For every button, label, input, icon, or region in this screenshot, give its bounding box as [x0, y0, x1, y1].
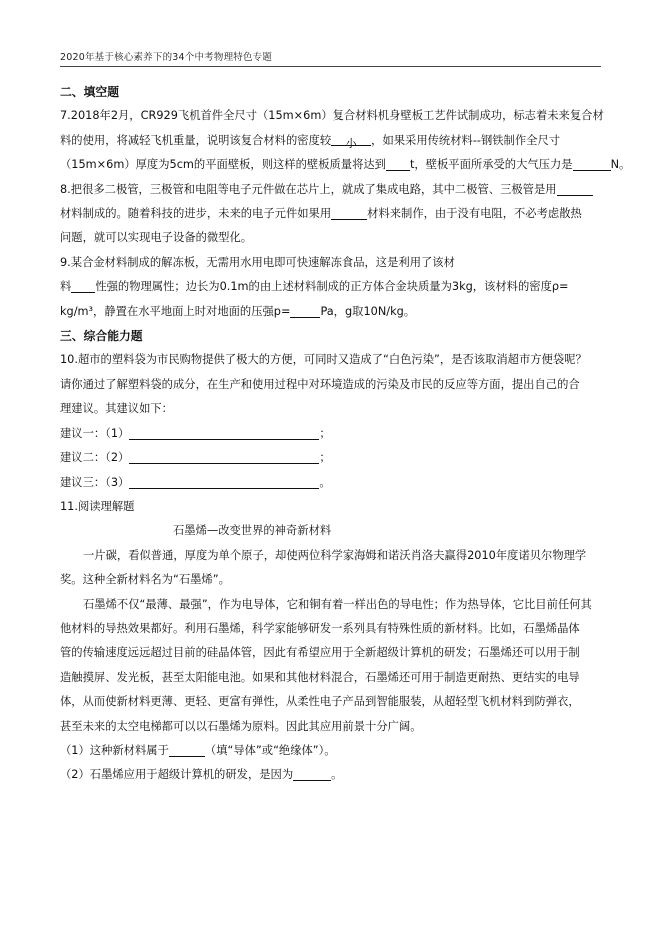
q7-answer-blank-1	[331, 132, 371, 150]
q11-subquestion-1	[60, 739, 603, 763]
article-p2-line-4: 造触摸屏、发光板，甚至太阳能电池。如果和其他材料混合，石墨烯还可用于制造更耐热、更结实的电导	[60, 670, 580, 684]
subquestion-text: （2）石墨烯应用于超级计算机的研发，是因为	[60, 768, 294, 782]
q11-answer-blank-1	[169, 743, 205, 757]
q8-answer-blank-1	[557, 182, 593, 196]
question-9	[60, 251, 603, 324]
q11-subquestion-2	[60, 763, 603, 787]
q7-text: （15m×6m）厚度为5cm的平面壁板，则这样的壁板质量将达到	[60, 158, 386, 172]
article-p2-line-3: 管的传输速度远远超过目前的硅晶体管，因此有希望应用于全新超级计算机的研发；石墨烯还可以用于制	[60, 646, 580, 660]
q8-text: 材料制成的。随着科技的进步，未来的电子元件如果用	[60, 207, 332, 221]
suggestion-1	[60, 422, 603, 446]
q10-line-1: 10.超市的塑料袋为市民购物提供了极大的方便，可同时又造成了“白色污染”，是否该取消超市方便袋呢？	[60, 353, 587, 367]
q8-text: 8.把很多二极管，三极管和电阻等电子元件做在芯片上，就成了集成电路，其中二极管、三极管是用	[60, 182, 557, 196]
q7-text: t，壁板平面所承受的大气压力是	[409, 158, 573, 172]
q10-line-3: 理建议。其建议如下：	[60, 402, 173, 416]
q9-text: 料	[60, 280, 72, 294]
q9-text: 性强的物理属性；边长为0.1m的由上述材料制成的正方体合金块质量为3kg，该材料的密度ρ=	[95, 280, 569, 294]
question-11	[60, 495, 603, 788]
q7-answer-blank-2	[386, 157, 410, 171]
q7-text: ，如果采用传统材料--钢铁制作全尺寸	[371, 133, 561, 147]
suggestion-punct: ；	[319, 451, 331, 465]
suggestion-label: 建议三：（3）	[60, 475, 130, 489]
q8-text: 材料来制作，由于没有电阻，不必考虑散热	[367, 207, 582, 221]
document-body	[60, 80, 631, 788]
section-fill-in-title: 二、填空题	[60, 85, 119, 99]
q7-line-1: 7.2018年2月，CR929飞机首件全尺寸（15m×6m）复合材料机身壁板工艺件试制成功，标志着未来复合材	[60, 109, 604, 123]
article-p2-line-1: 石墨烯不仅“最薄、最强”，作为电导体，它和铜有着一样出色的导电性；作为热导体，它比目前任何其	[83, 597, 592, 611]
q7-line-2	[60, 129, 603, 153]
article-p2-line-5: 体，从而使新材料更薄、更轻、更富有弹性，从柔性电子产品到智能服装，从超轻型飞机材料到防弹衣，	[60, 695, 580, 709]
suggestion-3	[60, 471, 603, 495]
suggestion-punct: 。	[319, 475, 331, 489]
question-8	[60, 178, 603, 251]
suggestion-3-blank	[129, 475, 319, 489]
q8-line-1	[60, 178, 603, 202]
article-p1-line-1: 一片碳，看似普通，厚度为单个原子，却使两位科学家海姆和诺沃肖洛夫赢得2010年度诺贝尔物理学	[83, 548, 587, 562]
suggestion-2	[60, 446, 603, 470]
q7-text: N。	[610, 158, 631, 172]
q8-line-3: 问题，就可以实现电子设备的微型化。	[60, 231, 253, 245]
suggestion-2-blank	[129, 450, 319, 464]
q10-line-2: 请你通过了解塑料袋的成分，在生产和使用过程中对环境造成的污染及市民的反应等方面，提出自己的合	[60, 377, 580, 391]
q9-answer-blank-2	[290, 304, 320, 318]
subquestion-text: （填“导体”或“绝缘体”）。	[204, 743, 336, 757]
suggestion-label: 建议二：（2）	[60, 451, 130, 465]
q9-line-1: 9.某合金材料制成的解冻板，无需用水用电即可快速解冻食品，这是利用了该材	[60, 255, 455, 269]
q11-intro: 11.阅读理解题	[60, 499, 135, 513]
question-10	[60, 348, 603, 494]
section-comprehensive-title: 三、综合能力题	[60, 329, 143, 344]
suggestion-1-blank	[129, 426, 319, 440]
article-p1-line-2: 奖。这种全新材料名为“石墨烯”。	[60, 573, 230, 587]
subquestion-text: 。	[331, 768, 343, 782]
subquestion-text: （1）这种新材料属于	[60, 743, 169, 757]
q9-line-2	[60, 275, 603, 299]
q9-line-3	[60, 300, 603, 324]
article-p2-line-6: 甚至未来的太空电梯都可以以石墨烯为原料。因此其应用前景十分广阔。	[60, 719, 422, 733]
article-p2-line-2: 他材料的导热效果都好。利用石墨烯，科学家能够研发一系列具有特殊性质的新材料。比如，石墨烯晶体	[60, 621, 580, 635]
q7-answer-blank-3	[573, 157, 611, 171]
q7-text: 料的使用，将减轻飞机重量，说明该复合材料的密度较	[60, 133, 332, 147]
article-title: 石墨烯—改变世界的神奇新材料	[173, 524, 332, 538]
suggestion-label: 建议一：（1）	[60, 426, 130, 440]
q7-answer-1: 小	[345, 136, 357, 150]
q7-line-3	[60, 153, 631, 177]
q8-answer-blank-2	[331, 206, 367, 220]
page-header: 2020年基于核心素养下的34个中考物理特色专题	[60, 52, 273, 63]
q11-answer-blank-2	[293, 767, 331, 781]
q9-answer-blank-1	[71, 279, 95, 293]
header-rule	[60, 66, 601, 67]
q9-text: kg/m³，静置在水平地面上时对地面的压强p=	[60, 304, 291, 318]
question-7	[60, 104, 631, 177]
suggestion-punct: ；	[319, 426, 331, 440]
q9-text: Pa，g取10N/kg。	[320, 304, 416, 318]
q8-line-2	[60, 202, 603, 226]
